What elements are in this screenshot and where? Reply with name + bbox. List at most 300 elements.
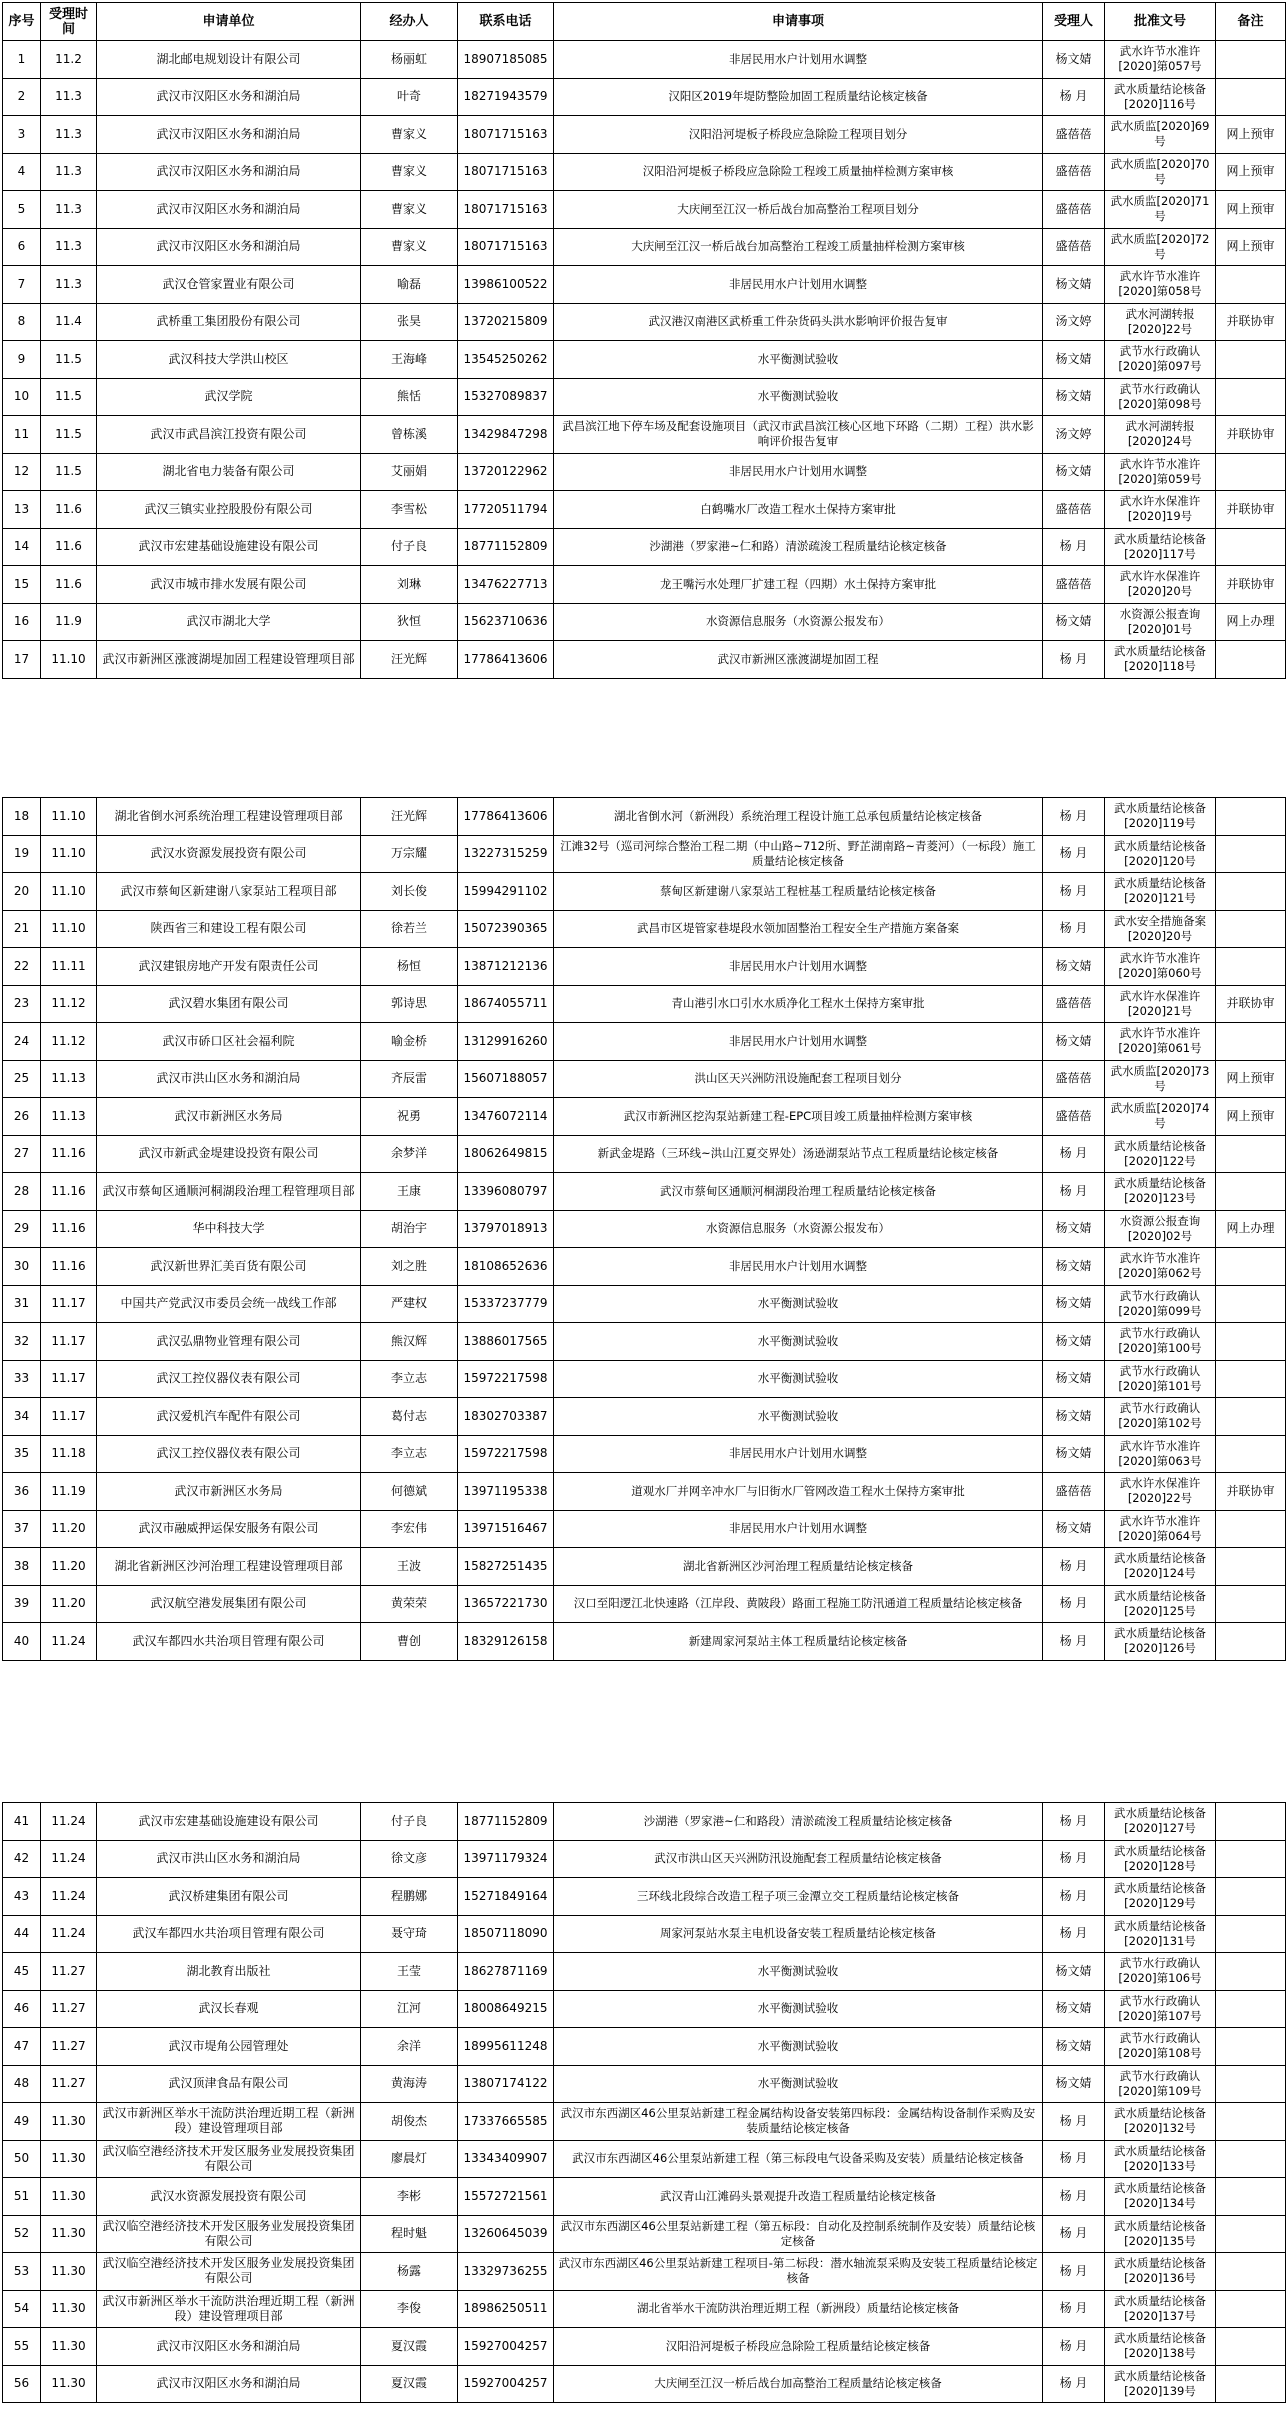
cell-phone: 13227315259 [458, 835, 554, 873]
cell-receiver: 杨文婧 [1043, 1435, 1105, 1473]
cell-receiver: 杨 月 [1043, 2253, 1105, 2291]
cell-application-item: 水平衡测试验收 [554, 341, 1043, 379]
cell-applicant-unit: 武桥重工集团股份有限公司 [97, 303, 361, 341]
cell-handler: 徐若兰 [361, 910, 458, 948]
cell-applicant-unit: 武汉市硚口区社会福利院 [97, 1023, 361, 1061]
cell-index: 22 [3, 948, 41, 986]
cell-index: 47 [3, 2028, 41, 2066]
cell-phone: 18771152809 [458, 1803, 554, 1841]
cell-approval-no: 武水质量结论核备[2020]127号 [1105, 1803, 1216, 1841]
cell-handler: 廖晨灯 [361, 2140, 458, 2178]
cell-remark [1216, 2215, 1286, 2253]
cell-accept-date: 11.13 [41, 1060, 97, 1098]
cell-accept-date: 11.5 [41, 416, 97, 454]
cell-approval-no: 武水质量结论核备[2020]117号 [1105, 528, 1216, 566]
cell-accept-date: 11.10 [41, 835, 97, 873]
cell-phone: 18674055711 [458, 985, 554, 1023]
cell-applicant-unit: 武汉车都四水共治项目管理有限公司 [97, 1623, 361, 1661]
table-row [3, 1248, 1286, 1286]
cell-accept-date: 11.4 [41, 303, 97, 341]
cell-accept-date: 11.10 [41, 798, 97, 836]
cell-application-item: 湖北省倒水河（新洲段）系统治理工程设计施工总承包质量结论核定核备 [554, 798, 1043, 836]
cell-receiver: 盛蓓蓓 [1043, 566, 1105, 604]
cell-applicant-unit: 武汉市汉阳区水务和湖泊局 [97, 116, 361, 154]
cell-accept-date: 11.10 [41, 641, 97, 679]
cell-remark [1216, 1435, 1286, 1473]
cell-receiver: 杨 月 [1043, 835, 1105, 873]
cell-applicant-unit: 中国共产党武汉市委员会统一战线工作部 [97, 1285, 361, 1323]
cell-approval-no: 武水质量结论核备[2020]125号 [1105, 1585, 1216, 1623]
header-application-item: 申请事项 [554, 3, 1043, 41]
table-row [3, 1623, 1286, 1661]
cell-receiver: 杨文婧 [1043, 1990, 1105, 2028]
cell-applicant-unit: 武汉弘鼎物业管理有限公司 [97, 1323, 361, 1361]
cell-approval-no: 武水质量结论核备[2020]137号 [1105, 2290, 1216, 2328]
table-row [3, 1135, 1286, 1173]
cell-applicant-unit: 武汉科技大学洪山校区 [97, 341, 361, 379]
cell-accept-date: 11.30 [41, 2290, 97, 2328]
cell-remark [1216, 1623, 1286, 1661]
cell-accept-date: 11.18 [41, 1435, 97, 1473]
cell-approval-no: 武节水行政确认[2020]第099号 [1105, 1285, 1216, 1323]
cell-handler: 曹家义 [361, 116, 458, 154]
cell-applicant-unit: 武汉市汉阳区水务和湖泊局 [97, 78, 361, 116]
cell-accept-date: 11.12 [41, 985, 97, 1023]
cell-accept-date: 11.3 [41, 191, 97, 229]
header-phone: 联系电话 [458, 3, 554, 41]
cell-application-item: 武汉市东西湖区46公里泵站新建工程（第五标段：自动化及控制系统制作及安装）质量结论核定核备 [554, 2215, 1043, 2253]
cell-remark [1216, 41, 1286, 79]
cell-index: 34 [3, 1398, 41, 1436]
cell-applicant-unit: 湖北邮电规划设计有限公司 [97, 41, 361, 79]
table-row [3, 2253, 1286, 2291]
cell-accept-date: 11.30 [41, 2178, 97, 2216]
cell-approval-no: 武水质监[2020]70号 [1105, 153, 1216, 191]
table-row [3, 1360, 1286, 1398]
cell-index: 31 [3, 1285, 41, 1323]
cell-handler: 李立志 [361, 1435, 458, 1473]
cell-application-item: 水平衡测试验收 [554, 2065, 1043, 2103]
cell-handler: 李俊 [361, 2290, 458, 2328]
cell-handler: 余洋 [361, 2028, 458, 2066]
cell-handler: 程时魁 [361, 2215, 458, 2253]
cell-accept-date: 11.10 [41, 873, 97, 911]
cell-phone: 17337665585 [458, 2103, 554, 2141]
cell-application-item: 武汉港汉南港区武桥重工件杂货码头洪水影响评价报告复审 [554, 303, 1043, 341]
cell-index: 14 [3, 528, 41, 566]
cell-applicant-unit: 武汉市新洲区水务局 [97, 1473, 361, 1511]
cell-applicant-unit: 武汉市汉阳区水务和湖泊局 [97, 191, 361, 229]
cell-remark [1216, 2178, 1286, 2216]
cell-applicant-unit: 武汉水资源发展投资有限公司 [97, 835, 361, 873]
cell-phone: 18071715163 [458, 228, 554, 266]
table-row [3, 603, 1286, 641]
cell-index: 1 [3, 41, 41, 79]
cell-handler: 余梦洋 [361, 1135, 458, 1173]
cell-applicant-unit: 武汉市新洲区举水干流防洪治理近期工程（新洲段）建设管理项目部 [97, 2103, 361, 2141]
cell-approval-no: 武水质监[2020]72号 [1105, 228, 1216, 266]
cell-handler: 聂守琦 [361, 1915, 458, 1953]
table-row [3, 153, 1286, 191]
table-row [3, 1210, 1286, 1248]
cell-phone: 13343409907 [458, 2140, 554, 2178]
cell-approval-no: 武水质量结论核备[2020]123号 [1105, 1173, 1216, 1211]
table-row [3, 798, 1286, 836]
table-row [3, 1435, 1286, 1473]
cell-approval-no: 武水质量结论核备[2020]124号 [1105, 1548, 1216, 1586]
cell-phone: 13807174122 [458, 2065, 554, 2103]
cell-receiver: 杨文婧 [1043, 266, 1105, 304]
cell-index: 55 [3, 2328, 41, 2366]
cell-remark: 网上预审 [1216, 1098, 1286, 1136]
cell-approval-no: 武水质量结论核备[2020]122号 [1105, 1135, 1216, 1173]
cell-index: 54 [3, 2290, 41, 2328]
cell-receiver: 杨文婧 [1043, 341, 1105, 379]
cell-approval-no: 武节水行政确认[2020]第106号 [1105, 1953, 1216, 1991]
cell-application-item: 武汉市蔡甸区通顺河桐湖段治理工程质量结论核定核备 [554, 1173, 1043, 1211]
cell-remark [1216, 78, 1286, 116]
cell-index: 51 [3, 2178, 41, 2216]
cell-handler: 曹家义 [361, 228, 458, 266]
cell-application-item: 武汉市新洲区挖沟泵站新建工程-EPC项目竣工质量抽样检测方案审核 [554, 1098, 1043, 1136]
cell-phone: 13871212136 [458, 948, 554, 986]
cell-phone: 13545250262 [458, 341, 554, 379]
cell-receiver: 杨 月 [1043, 910, 1105, 948]
cell-application-item: 水平衡测试验收 [554, 378, 1043, 416]
cell-applicant-unit: 武汉桥建集团有限公司 [97, 1878, 361, 1916]
table-row [3, 341, 1286, 379]
cell-application-item: 周家河泵站水泵主电机设备安装工程质量结论核定核备 [554, 1915, 1043, 1953]
cell-handler: 胡治宇 [361, 1210, 458, 1248]
cell-remark [1216, 1360, 1286, 1398]
cell-remark [1216, 453, 1286, 491]
cell-application-item: 水平衡测试验收 [554, 1990, 1043, 2028]
cell-handler: 曾栋溪 [361, 416, 458, 454]
cell-index: 6 [3, 228, 41, 266]
cell-approval-no: 武水安全措施备案[2020]20号 [1105, 910, 1216, 948]
cell-phone: 13476227713 [458, 566, 554, 604]
cell-approval-no: 武水质量结论核备[2020]132号 [1105, 2103, 1216, 2141]
cell-index: 46 [3, 1990, 41, 2028]
cell-receiver: 盛蓓蓓 [1043, 116, 1105, 154]
cell-remark [1216, 835, 1286, 873]
cell-application-item: 水资源信息服务（水资源公报发布） [554, 1210, 1043, 1248]
cell-accept-date: 11.27 [41, 2065, 97, 2103]
table-row [3, 2365, 1286, 2403]
cell-approval-no: 武节水行政确认[2020]第107号 [1105, 1990, 1216, 2028]
cell-phone: 15927004257 [458, 2328, 554, 2366]
cell-applicant-unit: 武汉顶津食品有限公司 [97, 2065, 361, 2103]
cell-phone: 13986100522 [458, 266, 554, 304]
cell-remark [1216, 2365, 1286, 2403]
cell-accept-date: 11.27 [41, 1990, 97, 2028]
cell-receiver: 杨文婧 [1043, 2065, 1105, 2103]
cell-application-item: 大庆闸至江汉一桥后战台加高整治工程质量结论核定核备 [554, 2365, 1043, 2403]
cell-accept-date: 11.20 [41, 1548, 97, 1586]
cell-receiver: 杨 月 [1043, 1173, 1105, 1211]
cell-accept-date: 11.30 [41, 2140, 97, 2178]
cell-accept-date: 11.12 [41, 1023, 97, 1061]
cell-phone: 18071715163 [458, 116, 554, 154]
cell-index: 25 [3, 1060, 41, 1098]
cell-receiver: 杨 月 [1043, 2140, 1105, 2178]
cell-approval-no: 武水许节水准许[2020]第063号 [1105, 1435, 1216, 1473]
cell-handler: 张昊 [361, 303, 458, 341]
cell-phone: 18329126158 [458, 1623, 554, 1661]
cell-receiver: 杨 月 [1043, 2328, 1105, 2366]
cell-applicant-unit: 武汉市新洲区举水干流防洪治理近期工程（新洲段）建设管理项目部 [97, 2290, 361, 2328]
cell-approval-no: 武水许节水准许[2020]第057号 [1105, 41, 1216, 79]
cell-phone: 13720122962 [458, 453, 554, 491]
cell-phone: 18627871169 [458, 1953, 554, 1991]
cell-handler: 万宗耀 [361, 835, 458, 873]
cell-accept-date: 11.24 [41, 1915, 97, 1953]
cell-accept-date: 11.6 [41, 566, 97, 604]
cell-applicant-unit: 武汉仓管家置业有限公司 [97, 266, 361, 304]
cell-approval-no: 武节水行政确认[2020]第102号 [1105, 1398, 1216, 1436]
cell-index: 32 [3, 1323, 41, 1361]
table-row [3, 1990, 1286, 2028]
cell-receiver: 杨 月 [1043, 873, 1105, 911]
cell-accept-date: 11.11 [41, 948, 97, 986]
cell-remark [1216, 1398, 1286, 1436]
header-receiver: 受理人 [1043, 3, 1105, 41]
cell-application-item: 白鹤嘴水厂改造工程水土保持方案审批 [554, 491, 1043, 529]
cell-remark [1216, 1803, 1286, 1841]
cell-applicant-unit: 武汉工控仪器仪表有限公司 [97, 1435, 361, 1473]
cell-applicant-unit: 湖北省倒水河系统治理工程建设管理项目部 [97, 798, 361, 836]
cell-receiver: 杨文婧 [1043, 1323, 1105, 1361]
cell-applicant-unit: 武汉三镇实业控股股份有限公司 [97, 491, 361, 529]
cell-handler: 艾丽娟 [361, 453, 458, 491]
cell-accept-date: 11.17 [41, 1360, 97, 1398]
cell-approval-no: 武水许节水准许[2020]第061号 [1105, 1023, 1216, 1061]
cell-applicant-unit: 武汉新世界汇美百货有限公司 [97, 1248, 361, 1286]
cell-approval-no: 武水许水保准许[2020]20号 [1105, 566, 1216, 604]
cell-receiver: 杨 月 [1043, 528, 1105, 566]
cell-application-item: 非居民用水户计划用水调整 [554, 1023, 1043, 1061]
cell-remark [1216, 1173, 1286, 1211]
cell-application-item: 水平衡测试验收 [554, 1285, 1043, 1323]
cell-application-item: 武汉市东西湖区46公里泵站新建工程金属结构设备安装第四标段：金属结构设备制作采购及安装质量结论核定核备 [554, 2103, 1043, 2141]
cell-handler: 李雪松 [361, 491, 458, 529]
cell-accept-date: 11.6 [41, 491, 97, 529]
cell-applicant-unit: 武汉市汉阳区水务和湖泊局 [97, 2365, 361, 2403]
cell-handler: 付子良 [361, 1803, 458, 1841]
cell-remark [1216, 2028, 1286, 2066]
cell-index: 19 [3, 835, 41, 873]
cell-application-item: 水平衡测试验收 [554, 1360, 1043, 1398]
table-row [3, 1953, 1286, 1991]
cell-handler: 何德斌 [361, 1473, 458, 1511]
cell-phone: 15994291102 [458, 873, 554, 911]
cell-index: 44 [3, 1915, 41, 1953]
cell-handler: 汪光辉 [361, 641, 458, 679]
cell-phone: 17786413606 [458, 641, 554, 679]
cell-index: 48 [3, 2065, 41, 2103]
cell-accept-date: 11.27 [41, 2028, 97, 2066]
cell-application-item: 汉阳沿河堤板子桥段应急除险工程质量结论核定核备 [554, 2328, 1043, 2366]
cell-receiver: 杨 月 [1043, 2290, 1105, 2328]
cell-receiver: 杨 月 [1043, 2365, 1105, 2403]
header-accept-date: 受理时间 [41, 3, 97, 41]
cell-remark [1216, 1510, 1286, 1548]
cell-handler: 狄恒 [361, 603, 458, 641]
cell-handler: 葛付志 [361, 1398, 458, 1436]
cell-index: 50 [3, 2140, 41, 2178]
cell-handler: 李彬 [361, 2178, 458, 2216]
cell-remark [1216, 1840, 1286, 1878]
cell-application-item: 新武金堤路（三环线~洪山江夏交界处）汤逊湖泵站节点工程质量结论核定核备 [554, 1135, 1043, 1173]
cell-application-item: 水资源信息服务（水资源公报发布） [554, 603, 1043, 641]
cell-handler: 曹家义 [361, 153, 458, 191]
cell-index: 49 [3, 2103, 41, 2141]
table-row [3, 873, 1286, 911]
table-row [3, 78, 1286, 116]
table-row [3, 191, 1286, 229]
cell-accept-date: 11.30 [41, 2365, 97, 2403]
table-row [3, 1098, 1286, 1136]
cell-approval-no: 武水质量结论核备[2020]139号 [1105, 2365, 1216, 2403]
cell-phone: 13971516467 [458, 1510, 554, 1548]
cell-application-item: 非居民用水户计划用水调整 [554, 948, 1043, 986]
cell-remark [1216, 1915, 1286, 1953]
cell-index: 26 [3, 1098, 41, 1136]
cell-receiver: 杨文婧 [1043, 2028, 1105, 2066]
cell-approval-no: 武节水行政确认[2020]第097号 [1105, 341, 1216, 379]
cell-application-item: 龙王嘴污水处理厂扩建工程（四期）水土保持方案审批 [554, 566, 1043, 604]
cell-application-item: 水平衡测试验收 [554, 2028, 1043, 2066]
cell-handler: 曹家义 [361, 191, 458, 229]
cell-application-item: 洪山区天兴洲防汛设施配套工程项目划分 [554, 1060, 1043, 1098]
cell-accept-date: 11.20 [41, 1585, 97, 1623]
cell-index: 52 [3, 2215, 41, 2253]
cell-receiver: 杨 月 [1043, 78, 1105, 116]
cell-index: 2 [3, 78, 41, 116]
cell-applicant-unit: 武汉工控仪器仪表有限公司 [97, 1360, 361, 1398]
header-applicant-unit: 申请单位 [97, 3, 361, 41]
cell-handler: 祝勇 [361, 1098, 458, 1136]
cell-application-item: 非居民用水户计划用水调整 [554, 453, 1043, 491]
table-row [3, 2065, 1286, 2103]
table-row [3, 2140, 1286, 2178]
cell-accept-date: 11.30 [41, 2103, 97, 2141]
table-row [3, 1473, 1286, 1511]
cell-handler: 夏汉霞 [361, 2328, 458, 2366]
cell-receiver: 杨 月 [1043, 2103, 1105, 2141]
cell-handler: 喻金桥 [361, 1023, 458, 1061]
cell-receiver: 杨文婧 [1043, 1398, 1105, 1436]
cell-phone: 17720511794 [458, 491, 554, 529]
cell-remark [1216, 1248, 1286, 1286]
cell-approval-no: 武水许水保准许[2020]21号 [1105, 985, 1216, 1023]
cell-applicant-unit: 武汉市湖北大学 [97, 603, 361, 641]
table-row [3, 1060, 1286, 1098]
cell-application-item: 汉阳沿河堤板子桥段应急除险工程项目划分 [554, 116, 1043, 154]
cell-handler: 叶奇 [361, 78, 458, 116]
cell-index: 30 [3, 1248, 41, 1286]
header-index: 序号 [3, 3, 41, 41]
cell-phone: 13886017565 [458, 1323, 554, 1361]
cell-phone: 15327089837 [458, 378, 554, 416]
cell-handler: 徐文彦 [361, 1840, 458, 1878]
cell-remark: 并联协审 [1216, 416, 1286, 454]
cell-approval-no: 武水质量结论核备[2020]120号 [1105, 835, 1216, 873]
cell-application-item: 道观水厂并网辛冲水厂与旧街水厂管网改造工程水土保持方案审批 [554, 1473, 1043, 1511]
cell-remark [1216, 1323, 1286, 1361]
cell-receiver: 杨 月 [1043, 1585, 1105, 1623]
cell-handler: 王莹 [361, 1953, 458, 1991]
cell-receiver: 杨文婧 [1043, 1360, 1105, 1398]
cell-index: 45 [3, 1953, 41, 1991]
cell-approval-no: 武水河湖转报[2020]24号 [1105, 416, 1216, 454]
cell-index: 3 [3, 116, 41, 154]
table-row [3, 1878, 1286, 1916]
table-row [3, 453, 1286, 491]
table-row [3, 566, 1286, 604]
table-row [3, 1803, 1286, 1841]
table-row [3, 1023, 1286, 1061]
cell-approval-no: 武水许节水准许[2020]第064号 [1105, 1510, 1216, 1548]
cell-receiver: 盛蓓蓓 [1043, 985, 1105, 1023]
cell-handler: 曹创 [361, 1623, 458, 1661]
cell-accept-date: 11.24 [41, 1623, 97, 1661]
cell-accept-date: 11.5 [41, 378, 97, 416]
cell-phone: 13260645039 [458, 2215, 554, 2253]
cell-remark [1216, 1285, 1286, 1323]
cell-index: 4 [3, 153, 41, 191]
cell-index: 23 [3, 985, 41, 1023]
cell-handler: 喻磊 [361, 266, 458, 304]
cell-approval-no: 武水许节水准许[2020]第062号 [1105, 1248, 1216, 1286]
cell-remark: 网上预审 [1216, 191, 1286, 229]
table-row [3, 1840, 1286, 1878]
cell-phone: 13329736255 [458, 2253, 554, 2291]
cell-handler: 刘之胜 [361, 1248, 458, 1286]
cell-phone: 18062649815 [458, 1135, 554, 1173]
cell-application-item: 沙湖港（罗家港~仁和路段）清淤疏浚工程质量结论核定核备 [554, 1803, 1043, 1841]
table-row [3, 948, 1286, 986]
cell-approval-no: 武水质监[2020]73号 [1105, 1060, 1216, 1098]
cell-applicant-unit: 湖北省电力装备有限公司 [97, 453, 361, 491]
cell-accept-date: 11.16 [41, 1135, 97, 1173]
cell-application-item: 水平衡测试验收 [554, 1323, 1043, 1361]
cell-remark [1216, 2253, 1286, 2291]
cell-receiver: 杨文婧 [1043, 41, 1105, 79]
cell-phone: 15572721561 [458, 2178, 554, 2216]
table-row [3, 835, 1286, 873]
header-row [3, 3, 1286, 41]
cell-approval-no: 武水质量结论核备[2020]136号 [1105, 2253, 1216, 2291]
cell-receiver: 杨文婧 [1043, 1248, 1105, 1286]
cell-index: 24 [3, 1023, 41, 1061]
cell-application-item: 大庆闸至江汉一桥后战台加高整治工程项目划分 [554, 191, 1043, 229]
cell-approval-no: 武水质量结论核备[2020]133号 [1105, 2140, 1216, 2178]
cell-phone: 15607188057 [458, 1060, 554, 1098]
cell-handler: 严建权 [361, 1285, 458, 1323]
cell-approval-no: 武水质量结论核备[2020]128号 [1105, 1840, 1216, 1878]
cell-accept-date: 11.17 [41, 1323, 97, 1361]
cell-application-item: 非居民用水户计划用水调整 [554, 1435, 1043, 1473]
table-row [3, 1510, 1286, 1548]
header-remark: 备注 [1216, 3, 1286, 41]
cell-application-item: 武汉市东西湖区46公里泵站新建工程（第三标段电气设备采购及安装）质量结论核定核备 [554, 2140, 1043, 2178]
table-row [3, 2290, 1286, 2328]
cell-approval-no: 武水许节水准许[2020]第060号 [1105, 948, 1216, 986]
cell-handler: 熊恬 [361, 378, 458, 416]
table-row [3, 41, 1286, 79]
cell-index: 39 [3, 1585, 41, 1623]
